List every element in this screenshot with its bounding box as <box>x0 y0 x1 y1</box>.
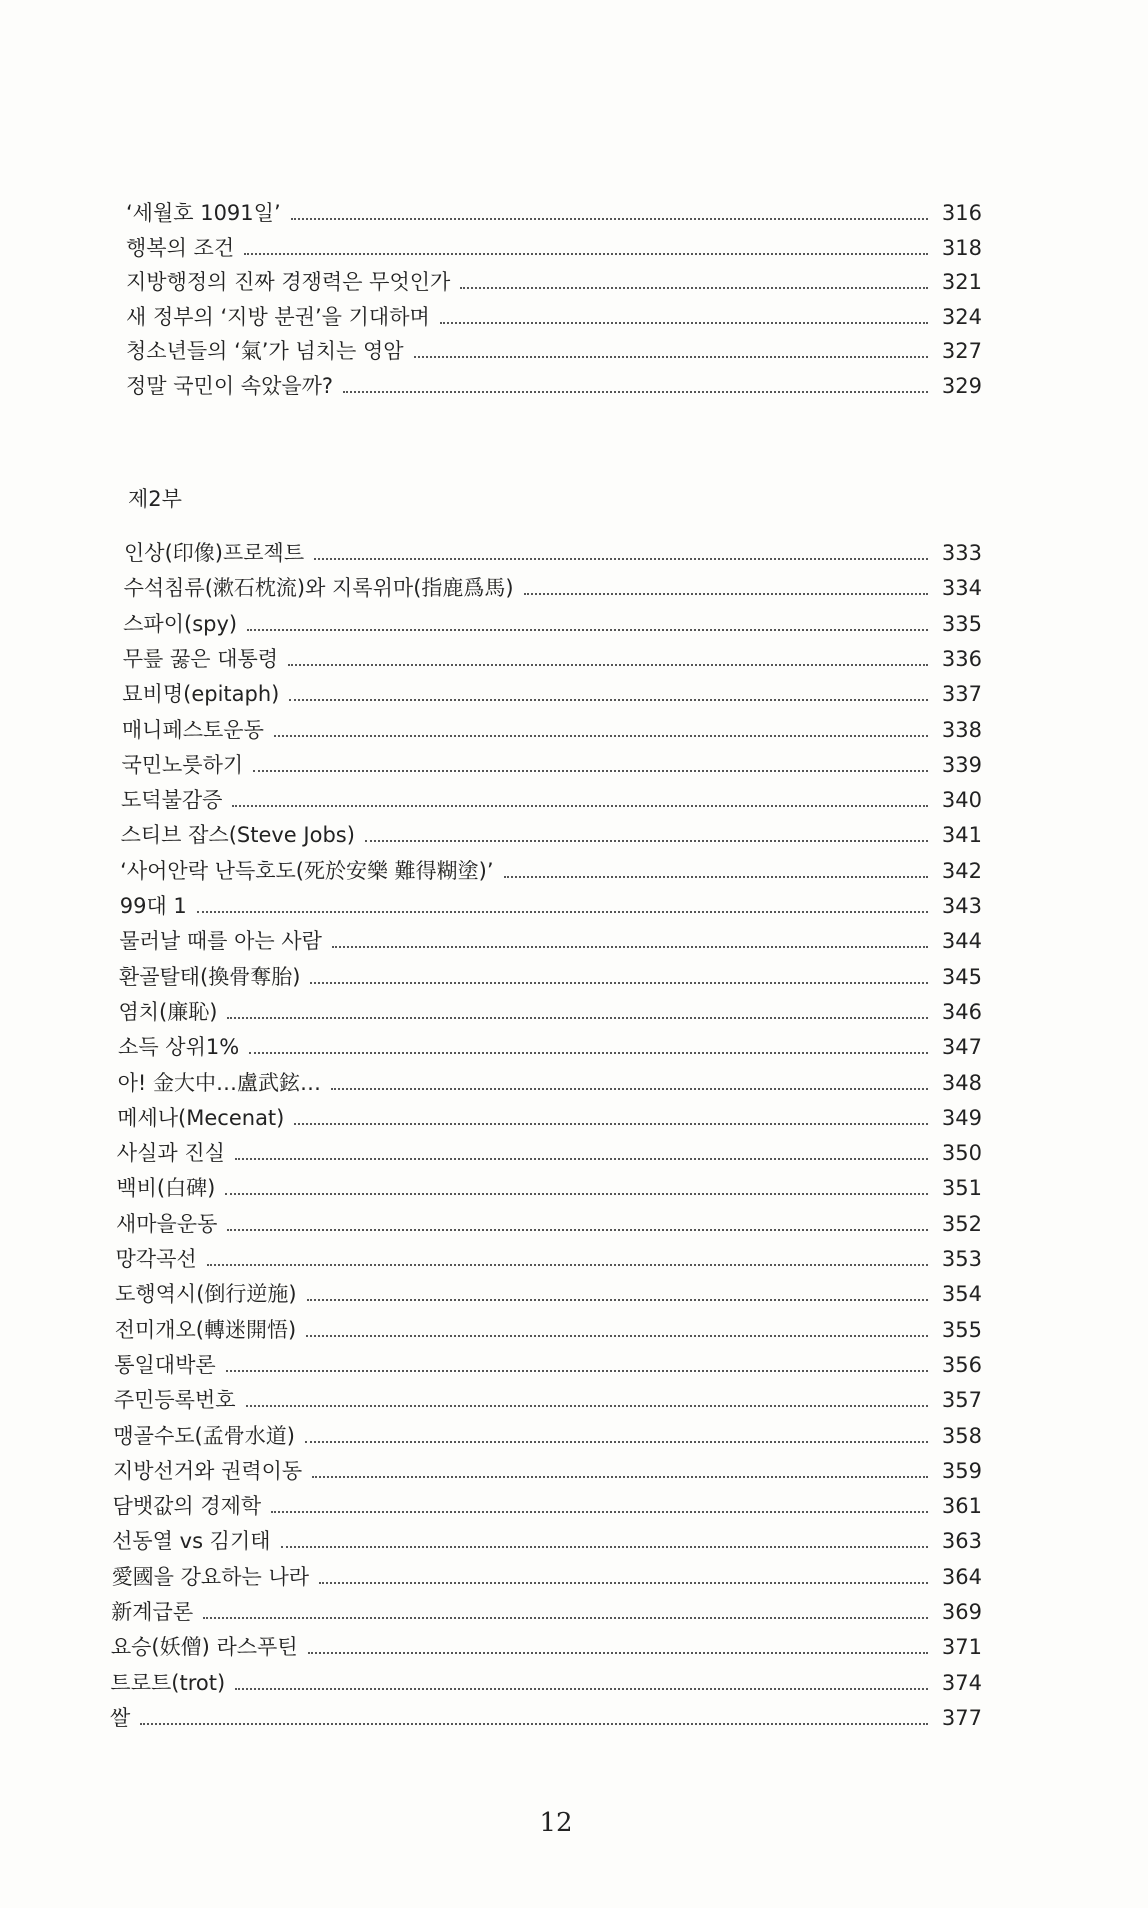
toc-entry-title: 선동열 vs 김기태 <box>112 1529 271 1554</box>
toc-leader-dots <box>331 1088 928 1090</box>
toc-leader-dots <box>281 1546 928 1548</box>
toc-entry-title: 도행역시(倒行逆施) <box>115 1282 297 1307</box>
toc-entry-page: 351 <box>941 1176 982 1201</box>
toc-entry-page: 346 <box>941 999 982 1024</box>
toc-entry-page: 337 <box>941 682 982 707</box>
toc-entry <box>121 785 982 815</box>
toc-entry-page: 374 <box>941 1670 982 1695</box>
toc-entry <box>119 962 982 992</box>
toc-entry-page: 324 <box>941 304 982 329</box>
toc-entry-page: 353 <box>941 1247 982 1271</box>
toc-entry-page: 369 <box>941 1600 982 1624</box>
toc-leader-dots <box>319 1582 928 1584</box>
toc-entry-title: 묘비명(epitaph) <box>122 682 280 707</box>
toc-entry <box>113 1491 982 1521</box>
toc-entry-title: 수석침류(漱石枕流)와 지록위마(指鹿爲馬) <box>123 576 514 601</box>
toc-entry-title: 매니페스토운동 <box>121 717 264 742</box>
toc-entry-title: 메세나(Mecenat) <box>117 1105 285 1130</box>
toc-entry <box>123 609 982 639</box>
toc-entry-page: 357 <box>941 1388 982 1413</box>
toc-entry <box>110 1668 982 1698</box>
toc-entry <box>112 1562 982 1592</box>
toc-entry-page: 334 <box>941 576 982 601</box>
toc-entry-title: 도덕불감증 <box>121 788 223 813</box>
toc-leader-dots <box>235 1688 928 1690</box>
toc-entry-page: 361 <box>941 1494 982 1519</box>
toc-entry-title: 인상(印像)프로젝트 <box>124 541 305 565</box>
toc-entry-title: 새마을운동 <box>115 1211 218 1236</box>
toc-entry-title: 트로트(trot) <box>110 1670 226 1695</box>
toc-entry-page: 339 <box>941 752 982 777</box>
toc-entry <box>115 1315 982 1345</box>
toc-entry <box>117 1138 982 1168</box>
toc-entry <box>120 891 982 921</box>
toc-entry-page: 340 <box>941 788 982 813</box>
toc-entry-title: 주민등록번호 <box>113 1388 236 1413</box>
toc-entry-page: 333 <box>941 541 982 565</box>
toc-leader-dots <box>343 391 928 393</box>
toc-entry-title: 담뱃값의 경제학 <box>112 1494 262 1519</box>
toc-leader-dots <box>307 1299 928 1301</box>
toc-entry-title: 정말 국민이 속았을까? <box>126 373 334 398</box>
toc-entry <box>111 1597 982 1627</box>
toc-entry-page: 364 <box>941 1564 982 1589</box>
toc-entry-title: 스티브 잡스(Steve Jobs) <box>120 823 355 848</box>
toc-entry-title: 지방행정의 진짜 경쟁력은 무엇인가 <box>126 270 451 294</box>
toc-leader-dots <box>460 287 928 289</box>
toc-entry-page: 343 <box>941 894 982 918</box>
toc-leader-dots <box>207 1264 928 1266</box>
toc-entry-title: ‘세월호 1091일’ <box>126 201 281 225</box>
toc-entry-page: 359 <box>941 1458 982 1483</box>
toc-entry <box>111 1632 982 1662</box>
toc-entry <box>119 926 982 956</box>
toc-entry-page: 338 <box>941 717 982 742</box>
toc-entry-page: 344 <box>941 929 982 954</box>
toc-entry-title: 염치(廉恥) <box>118 999 218 1024</box>
toc-entry-title: 전미개오(轉迷開悟) <box>114 1317 297 1342</box>
toc-entry-title: ‘사어안락 난득호도(死於安樂 難得糊塗)’ <box>120 858 494 883</box>
toc-entry-page: 345 <box>941 964 982 989</box>
toc-entry-page: 349 <box>941 1105 982 1130</box>
toc-leader-dots <box>305 1441 928 1443</box>
toc-entry-page: 347 <box>941 1035 982 1060</box>
toc-entry <box>126 198 982 228</box>
toc-leader-dots <box>332 946 928 948</box>
toc-leader-dots <box>271 1511 928 1513</box>
toc-entry <box>114 1385 982 1415</box>
toc-entry <box>113 1456 982 1486</box>
toc-entry-title: 新계급론 <box>111 1600 194 1624</box>
toc-leader-dots <box>249 1052 928 1054</box>
part-heading: 제2부 <box>128 487 182 511</box>
toc-leader-dots <box>288 664 928 666</box>
toc-entry-title: 사실과 진실 <box>116 1141 225 1166</box>
toc-entry-title: 소득 상위1% <box>118 1035 240 1060</box>
toc-leader-dots <box>232 805 928 807</box>
toc-entry-page: 363 <box>941 1529 982 1554</box>
toc-entry <box>126 302 982 332</box>
toc-entry <box>112 1526 982 1556</box>
toc-entry-title: 환골탈태(換骨奪胎) <box>118 964 301 989</box>
toc-entry <box>122 715 982 745</box>
toc-entry-page: 354 <box>941 1282 982 1307</box>
toc-leader-dots <box>414 356 928 358</box>
toc-entry <box>113 1421 982 1451</box>
toc-leader-dots <box>226 1370 928 1372</box>
toc-leader-dots <box>365 840 928 842</box>
toc-leader-dots <box>246 1405 928 1407</box>
toc-entry <box>126 233 982 263</box>
toc-leader-dots <box>227 1017 928 1019</box>
toc-entry-title: 스파이(spy) <box>123 611 238 636</box>
toc-entry-title: 백비(白碑) <box>116 1176 216 1201</box>
toc-leader-dots <box>274 735 928 737</box>
toc-leader-dots <box>291 218 928 220</box>
toc-entry <box>116 1209 982 1239</box>
toc-entry <box>121 750 982 780</box>
toc-entry-page: 329 <box>941 373 982 398</box>
toc-leader-dots <box>308 1652 928 1654</box>
toc-entry-page: 321 <box>941 270 982 294</box>
toc-entry-title: 새 정부의 ‘지방 분권’을 기대하며 <box>126 304 430 329</box>
toc-entry <box>122 679 982 709</box>
toc-leader-dots <box>235 1158 928 1160</box>
toc-entry <box>118 1032 982 1062</box>
toc-entry-title: 愛國을 강요하는 나라 <box>111 1564 310 1589</box>
toc-leader-dots <box>253 770 928 772</box>
toc-entry-title: 쌀 <box>110 1705 131 1730</box>
toc-entry <box>115 1279 982 1309</box>
toc-leader-dots <box>225 1193 928 1195</box>
toc-entry <box>124 573 982 603</box>
toc-entry-page: 318 <box>941 235 982 260</box>
toc-entry-title: 요승(妖僧) 라스푸틴 <box>110 1635 298 1660</box>
toc-leader-dots <box>524 593 928 595</box>
toc-entry-page: 356 <box>941 1352 982 1377</box>
toc-entry-title: 99대 1 <box>119 894 187 918</box>
toc-entry <box>118 997 982 1027</box>
toc-entry-title: 아! 金大中…盧武鉉… <box>117 1070 322 1095</box>
toc-entry-page: 377 <box>941 1705 982 1730</box>
toc-entry-page: 335 <box>941 611 982 636</box>
toc-entry <box>126 336 982 366</box>
toc-leader-dots <box>312 1476 928 1478</box>
toc-leader-dots <box>244 253 928 255</box>
toc-entry-title: 국민노릇하기 <box>121 752 244 777</box>
toc-entry <box>123 644 982 674</box>
toc-entry-page: 327 <box>941 339 982 363</box>
toc-entry-title: 통일대박론 <box>114 1352 216 1377</box>
toc-leader-dots <box>289 699 928 701</box>
toc-entry <box>116 1173 982 1203</box>
toc-entry-page: 355 <box>941 1317 982 1342</box>
toc-entry-title: 지방선거와 권력이동 <box>112 1458 303 1483</box>
toc-entry-title: 맹골수도(孟骨水道) <box>113 1423 295 1448</box>
toc-entry <box>121 820 982 850</box>
toc-entry-page: 336 <box>941 646 982 671</box>
toc-entry-page: 342 <box>941 858 982 883</box>
toc-entry-title: 무릎 꿇은 대통령 <box>122 646 279 671</box>
toc-entry <box>114 1350 982 1380</box>
toc-entry-title: 물러날 때를 아는 사람 <box>119 929 322 954</box>
toc-leader-dots <box>197 911 928 913</box>
toc-leader-dots <box>440 322 928 324</box>
toc-entry <box>126 371 982 401</box>
toc-entry-page: 371 <box>941 1635 982 1660</box>
toc-entry-title: 청소년들의 ‘氣’가 넘치는 영암 <box>126 339 404 363</box>
toc-leader-dots <box>504 876 928 878</box>
toc-entry <box>120 856 982 886</box>
toc-entry <box>117 1103 982 1133</box>
toc-leader-dots <box>203 1617 928 1619</box>
toc-leader-dots <box>310 982 928 984</box>
page-number: 12 <box>539 1808 573 1838</box>
toc-entry <box>110 1703 982 1733</box>
toc-entry <box>118 1068 982 1098</box>
toc-entry <box>126 267 982 297</box>
toc-entry <box>116 1244 982 1274</box>
toc-entry-title: 행복의 조건 <box>126 235 235 260</box>
toc-leader-dots <box>314 558 928 560</box>
toc-leader-dots <box>140 1723 928 1725</box>
toc-entry-page: 350 <box>941 1141 982 1166</box>
toc-leader-dots <box>294 1123 928 1125</box>
toc-leader-dots <box>247 629 928 631</box>
toc-entry-page: 316 <box>941 201 982 225</box>
toc-leader-dots <box>227 1229 928 1231</box>
toc-entry-page: 341 <box>941 823 982 848</box>
toc-entry-page: 352 <box>941 1211 982 1236</box>
toc-entry-page: 348 <box>941 1070 982 1095</box>
toc-entry-page: 358 <box>941 1423 982 1448</box>
toc-leader-dots <box>306 1335 928 1337</box>
toc-entry-title: 망각곡선 <box>115 1247 197 1271</box>
toc-entry <box>124 538 982 568</box>
